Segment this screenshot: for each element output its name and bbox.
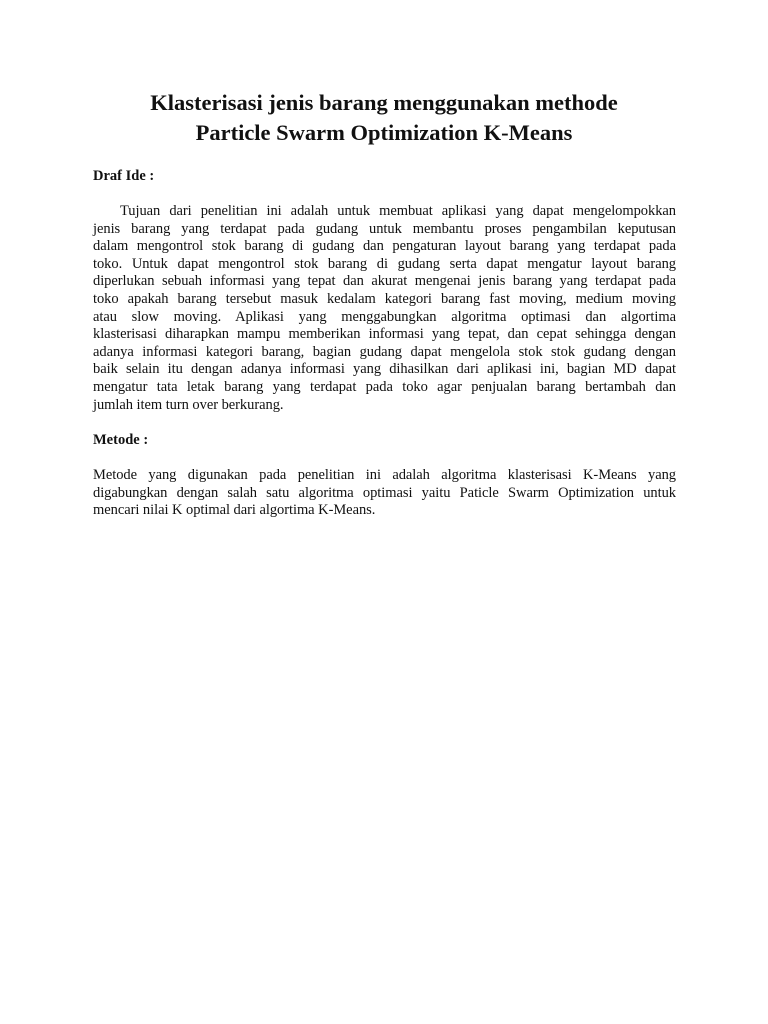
- paragraph-line: diperlukan sebuah informasi yang tepat dan akurat mengenai jenis barang yang terdapat pada: [93, 273, 676, 290]
- paragraph-line: adanya informasi kategori barang, bagian gudang dapat mengelola stok stok gudang dengan: [93, 343, 676, 360]
- document-title-line-1: Klasterisasi jenis barang menggunakan methode: [150, 90, 618, 115]
- section-heading-metode: Metode :: [93, 432, 149, 448]
- paragraph-line: mencari nilai K optimal dari algortima K-Means.: [93, 502, 376, 519]
- paragraph-line: toko apakah barang tersebut masuk kedalam kategori barang fast moving, medium moving: [93, 290, 676, 307]
- paragraph-line: digabungkan dengan salah satu algoritma optimasi yaitu Paticle Swarm Optimization untuk: [93, 484, 676, 501]
- document-title-line-2: Particle Swarm Optimization K-Means: [195, 120, 573, 145]
- paragraph-metode: [93, 467, 676, 520]
- paragraph-line: toko. Untuk dapat mengontrol stok barang di gudang serta dapat mengatur layout barang: [93, 255, 676, 272]
- paragraph-line: baik selain itu dengan adanya informasi yang dihasilkan dari aplikasi ini, bagian MD dapat: [93, 361, 676, 378]
- document-title: [80, 88, 688, 148]
- paragraph-line: Metode yang digunakan pada penelitian ini adalah algoritma klasterisasi K-Means yang: [93, 467, 676, 483]
- paragraph-line: klasterisasi diharapkan mampu memberikan informasi yang tepat, dan cepat sehingga dengan: [93, 326, 676, 343]
- paragraph-line: Tujuan dari penelitian ini adalah untuk membuat aplikasi yang dapat mengelompokkan: [120, 203, 676, 219]
- paragraph-line: jumlah item turn over berkurang.: [93, 396, 284, 413]
- paragraph-line: jenis barang yang terdapat pada gudang untuk membantu proses pengambilan keputusan: [93, 220, 676, 237]
- paragraph-line: mengatur tata letak barang yang terdapat pada toko agar penjualan barang bertambah dan: [93, 378, 676, 395]
- section-heading-draf-ide: Draf Ide :: [93, 168, 155, 184]
- paragraph-line: atau slow moving. Aplikasi yang menggabungkan algoritma optimasi dan algortima: [93, 308, 676, 325]
- paragraph-draf-ide: [93, 203, 676, 414]
- paragraph-line: dalam mengontrol stok barang di gudang dan pengaturan layout barang yang terdapat pada: [93, 238, 676, 255]
